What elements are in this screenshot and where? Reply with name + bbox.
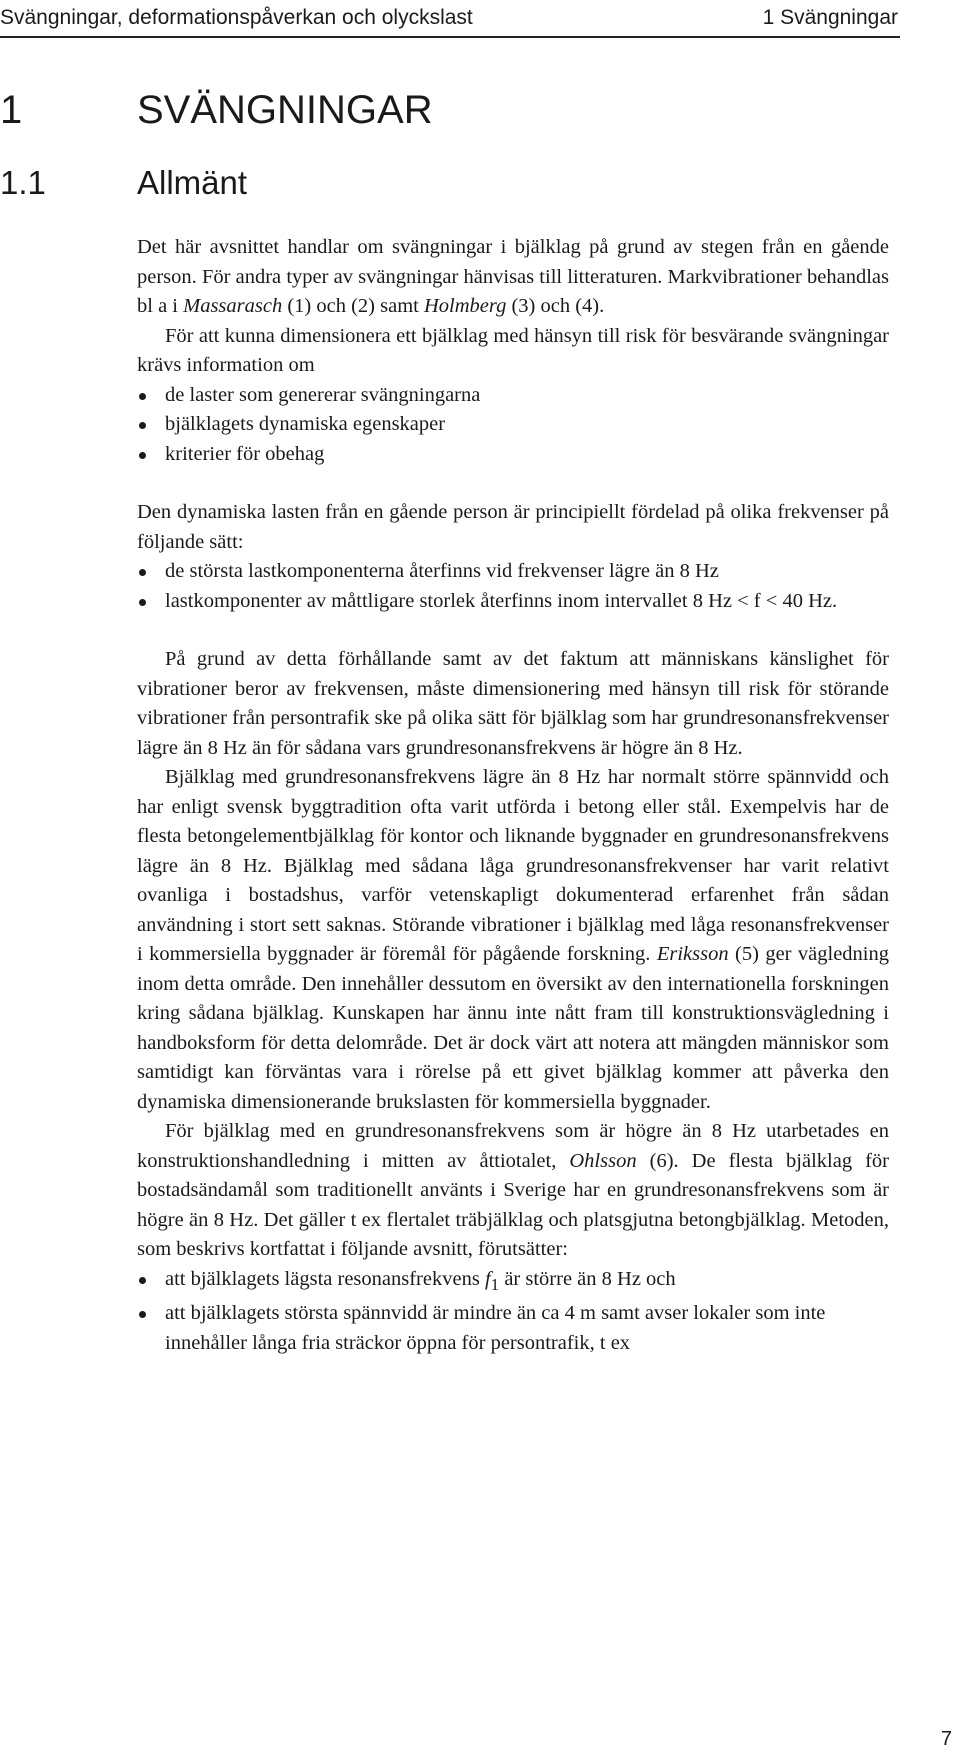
list-item: de största lastkomponenterna återfinns vid frekvenser lägre än 8 Hz [137, 557, 889, 587]
frequency-subscript: 1 [490, 1274, 500, 1294]
paragraph-high-frequency [137, 1117, 889, 1265]
chapter-number: 1 [0, 88, 23, 132]
section-number: 1.1 [0, 164, 46, 201]
paragraph-intro [137, 233, 889, 322]
text-run: (6). De flesta bjälklag för bostadsändamål som traditionellt använts i Sverige har en grundresonansfrekvens som är högre än 8 Hz. Det gäller t ex flertalet träbjälklag och platsgjutna betongbjälklag. Metoden, som beskrivs kortfattat i följande avsnitt, förutsätter: [137, 1149, 889, 1260]
citation-author: Holmberg [423, 295, 507, 317]
paragraph-low-frequency [137, 763, 889, 1117]
paragraph-dynamic-load: Den dynamiska lasten från en gående person är principiellt fördelad på olika frekvenser på följande sätt: [137, 501, 889, 553]
paragraph-requirements: För att kunna dimensionera ett bjälklag med hänsyn till risk för besvärande svängningar krävs information om [137, 324, 889, 376]
text-run: (5) ger vägledning inom detta område. Den innehåller dessutom en översikt av den internationella forskningen kring sådana bjälklag. Kunskapen har ännu inte nått fram till konstruktionsvägledning i handboksform för detta delområde. Det är dock värt att notera att mängden människor som samtidigt kan förväntas vara i rörelse på ett givet bjälklag kommer att påverka den dynamiska dimensionerande brukslasten för kommersiella byggnader. [137, 943, 890, 1113]
running-header [0, 4, 900, 38]
list-item: bjälklagets dynamiska egenskaper [137, 410, 889, 440]
text-run: Det här avsnittet handlar om svängningar i bjälklag på grund av stegen från en gående person. För andra typer av svängningar hänvisas till litteraturen. Markvibrationer behandlas bl a i [137, 236, 889, 317]
list-item [137, 1265, 889, 1300]
page-number: 7 [940, 1728, 952, 1750]
text-run: Bjälklag med grundresonansfrekvens lägre än 8 Hz har normalt större spännvidd och har enligt svensk byggtradition ofta varit utförda i betong eller stål. Exempelvis har de flesta betongelementbjälklag för kontor och liknande byggnader en grundresonansfrekvens lägre än 8 Hz. Bjälklag med sådana låga grundresonansfrekvenser har varit relativt ovanliga i bostadshus, varför vetenskapligt dokumenterad erfarenhet från sådan användning i stort sett saknas. Störande vibrationer i bjälklag med låga resonansfrekvenser i kommersiella byggnader är föremål för pågående forskning. [137, 766, 889, 965]
list-item: att bjälklagets största spännvidd är mindre än ca 4 m samt avser lokaler som inte innehåller långa fria sträckor öppna för persontrafik, t ex [137, 1299, 889, 1358]
citation-author: Massarasch [183, 295, 283, 317]
text-run: är större än 8 Hz och [499, 1267, 676, 1290]
citation-author: Ohlsson [569, 1149, 637, 1172]
text-run: För bjälklag med en grundresonansfrekvens som är högre än 8 Hz utarbetades en konstruktionshandledning i mitten av åttiotalet, [137, 1120, 889, 1172]
list-item: kriterier för obehag [137, 440, 889, 470]
list-item: lastkomponenter av måttligare storlek återfinns inom intervallet 8 Hz < f < 40 Hz. [137, 587, 889, 617]
assumptions-list [137, 1265, 889, 1359]
section-title: Allmänt [137, 164, 248, 201]
text-run: att bjälklagets lägsta resonansfrekvens [165, 1267, 485, 1290]
text-run: (1) och (2) samt [282, 295, 424, 317]
list-item: de laster som genererar svängningarna [137, 381, 889, 411]
paragraph-sensitivity: På grund av detta förhållande samt av det faktum att människans känslighet för vibrationer beror av frekvensen, måste dimensionering med hänsyn till risk för störande vibrationer från persontrafik ske på olika sätt för bjälklag som har grundresonansfrekvenser lägre än 8 Hz än för sådana vars grundresonansfrekvens är högre än 8 Hz. [137, 648, 889, 759]
header-chapter-title: 1 Svängningar [762, 6, 898, 29]
citation-author: Eriksson [656, 943, 729, 965]
header-document-title: Svängningar, deformationspåverkan och olyckslast [0, 6, 473, 29]
chapter-title: SVÄNGNINGAR [137, 88, 433, 132]
frequency-list [137, 557, 889, 616]
body-text [137, 233, 889, 1358]
requirements-list [137, 381, 889, 470]
frequency-symbol: f [484, 1267, 491, 1290]
text-run: (3) och (4). [506, 295, 605, 317]
